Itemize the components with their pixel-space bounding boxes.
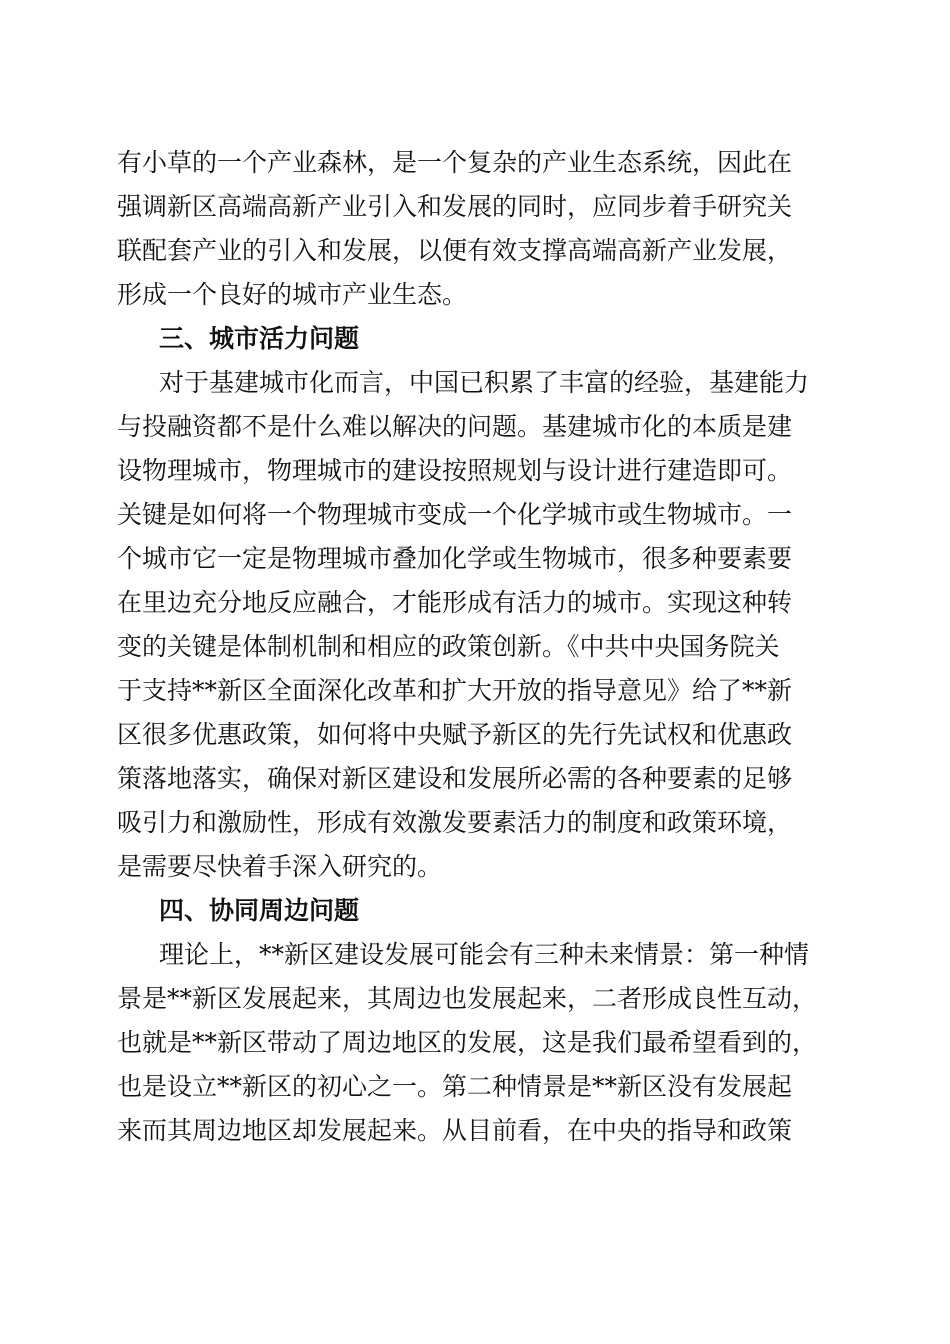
text-line: 来而其周边地区却发展起来。从目前看，在中央的指导和政策 — [117, 1116, 793, 1145]
text-line: 个城市它一定是物理城市叠加化学或生物城市，很多种要素要 — [117, 544, 793, 573]
section-heading: 四、协同周边问题 — [159, 896, 360, 925]
text-line: 变的关键是体制机制和相应的政策创新。《中共中央国务院关 — [117, 632, 780, 661]
text-line: 也就是**新区带动了周边地区的发展，这是我们最希望看到的， — [117, 1028, 818, 1057]
text-line: 在里边充分地反应融合，才能形成有活力的城市。实现这种转 — [117, 588, 793, 617]
section-heading: 三、城市活力问题 — [159, 324, 360, 353]
text-line: 区很多优惠政策，如何将中央赋予新区的先行先试权和优惠政 — [117, 720, 793, 749]
text-line: 景是**新区发展起来，其周边也发展起来，二者形成良性互动， — [117, 984, 818, 1013]
text-line: 吸引力和激励性，形成有效激发要素活力的制度和政策环境， — [117, 808, 793, 837]
text-line: 于支持**新区全面深化改革和扩大开放的指导意见》给了**新 — [117, 676, 793, 705]
text-line: 有小草的一个产业森林，是一个复杂的产业生态系统，因此在 — [117, 148, 793, 177]
text-line: 对于基建城市化而言，中国已积累了丰富的经验，基建能力 — [159, 368, 810, 397]
text-line: 也是设立**新区的初心之一。第二种情景是**新区没有发展起 — [117, 1072, 793, 1101]
text-line: 与投融资都不是什么难以解决的问题。基建城市化的本质是建 — [117, 412, 793, 441]
text-line: 理论上，**新区建设发展可能会有三种未来情景：第一种情 — [159, 940, 810, 969]
text-line: 策落地落实，确保对新区建设和发展所必需的各种要素的足够 — [117, 764, 793, 793]
text-line: 关键是如何将一个物理城市变成一个化学城市或生物城市。一 — [117, 500, 793, 529]
text-line: 是需要尽快着手深入研究的。 — [117, 852, 443, 881]
text-line: 强调新区高端高新产业引入和发展的同时，应同步着手研究关 — [117, 192, 793, 221]
text-line: 联配套产业的引入和发展，以便有效支撑高端高新产业发展， — [117, 236, 793, 265]
text-line: 设物理城市，物理城市的建设按照规划与设计进行建造即可。 — [117, 456, 793, 485]
document-body — [117, 141, 833, 1153]
text-line: 形成一个良好的城市产业生态。 — [117, 280, 468, 309]
